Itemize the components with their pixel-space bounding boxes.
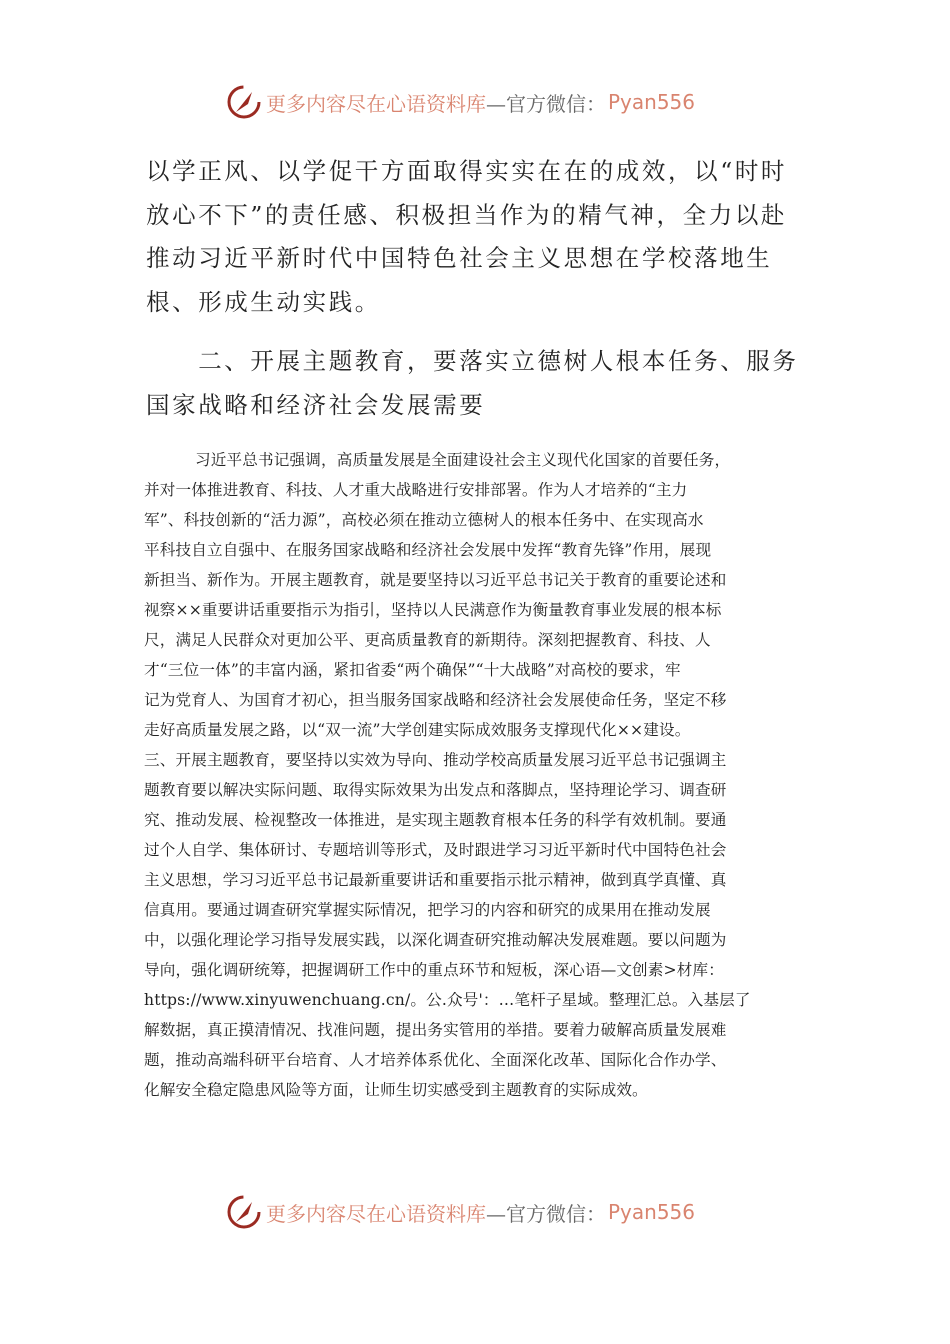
body-paragraphs xyxy=(144,445,804,1105)
text-line: 解数据，真正摸清情况、找准问题，提出务实管用的举措。要着力破解高质量发展难 xyxy=(144,1021,727,1039)
quill-logo-icon xyxy=(226,1194,262,1230)
text-line: 放心不下”的责任感、积极担当作为的精气神，全力以赴 xyxy=(146,200,788,229)
heading-line: 二、开展主题教育，要落实立德树人根本任务、服务 xyxy=(146,347,799,375)
text-line: 尺，满足人民群众对更加公平、更高质量教育的新期待。深刻把握教育、科技、人 xyxy=(144,631,711,649)
text-line: 中，以强化理论学习指导发展实践，以深化调查研究推动解决发展难题。要以问题为 xyxy=(144,931,727,949)
url-text-line: https://www.xinyuwenchuang.cn/。公.众号'：…笔杆子星域。整理汇总。入基层了 xyxy=(144,991,751,1009)
banner-text: 更多内容尽在心语资料库 xyxy=(266,1201,486,1226)
banner-wechat-label: —官方微信： xyxy=(486,91,606,116)
text-line: 以学正风、以学促干方面取得实实在在的成效，以“时时 xyxy=(146,157,788,185)
text-line: 信真用。要通过调查研究掌握实际情况，把学习的内容和研究的成果用在推动发展 xyxy=(144,901,711,919)
text-line: 题，推动高端科研平台培育、人才培养体系优化、全面深化改革、国际化合作办学、 xyxy=(144,1051,727,1069)
text-line: 题教育要以解决实际问题、取得实际效果为出发点和落脚点，坚持理论学习、调查研 xyxy=(144,781,727,799)
banner-wechat-id: Pyan556 xyxy=(608,1200,696,1224)
text-line: 走好高质量发展之路，以“双一流”大学创建实际成效服务支撑现代化××建设。 xyxy=(144,721,691,739)
heading-line: 国家战略和经济社会发展需要 xyxy=(146,390,486,419)
text-line: 导向，强化调研统筹，把握调研工作中的重点环节和短板，深心语—文创素>材库： xyxy=(144,961,724,979)
text-line: 并对一体推进教育、科技、人才重大战略进行安排部署。作为人才培养的“主力 xyxy=(144,481,688,499)
banner-wechat-label: —官方微信： xyxy=(486,1201,606,1226)
text-line: 视察××重要讲话重要指示为指引，坚持以人民满意作为衡量教育事业发展的根本标 xyxy=(144,601,722,619)
section-heading xyxy=(146,340,826,427)
quill-logo-icon xyxy=(226,84,262,120)
text-line: 过个人自学、集体研讨、专题培训等形式，及时跟进学习习近平新时代中国特色社会 xyxy=(144,841,727,859)
text-line: 三、开展主题教育，要坚持以实效为导向、推动学校高质量发展习近平总书记强调主 xyxy=(144,751,727,769)
banner-text: 更多内容尽在心语资料库 xyxy=(266,91,486,116)
text-line: 化解安全稳定隐患风险等方面，让师生切实感受到主题教育的实际成效。 xyxy=(144,1081,648,1099)
text-line: 军”、科技创新的“活力源”，高校必须在推动立德树人的根本任务中、在实现高水 xyxy=(144,511,704,529)
text-line: 新担当、新作为。开展主题教育，就是要坚持以习近平总书记关于教育的重要论述和 xyxy=(144,571,727,589)
header-banner xyxy=(226,82,695,122)
text-line: 主义思想，学习习近平总书记最新重要讲话和重要指示批示精神，做到真学真懂、真 xyxy=(144,871,727,889)
text-line: 究、推动发展、检视整改一体推进，是实现主题教育根本任务的科学有效机制。要通 xyxy=(144,811,727,829)
text-line: 根、形成生动实践。 xyxy=(146,287,381,316)
banner-wechat-id: Pyan556 xyxy=(608,90,696,114)
intro-paragraph xyxy=(146,150,826,324)
text-line: 才“三位一体”的丰富内涵，紧扣省委“两个确保”“十大战略”对高校的要求，牢 xyxy=(144,661,681,679)
text-line: 记为党育人、为国育才初心，担当服务国家战略和经济社会发展使命任务，坚定不移 xyxy=(144,691,727,709)
text-line: 推动习近平新时代中国特色社会主义思想在学校落地生 xyxy=(146,244,773,272)
text-line: 平科技自立自强中、在服务国家战略和经济社会发展中发挥“教育先锋”作用，展现 xyxy=(144,541,712,559)
footer-banner xyxy=(226,1192,695,1232)
text-line: 习近平总书记强调，高质量发展是全面建设社会主义现代化国家的首要任务， xyxy=(195,451,731,469)
